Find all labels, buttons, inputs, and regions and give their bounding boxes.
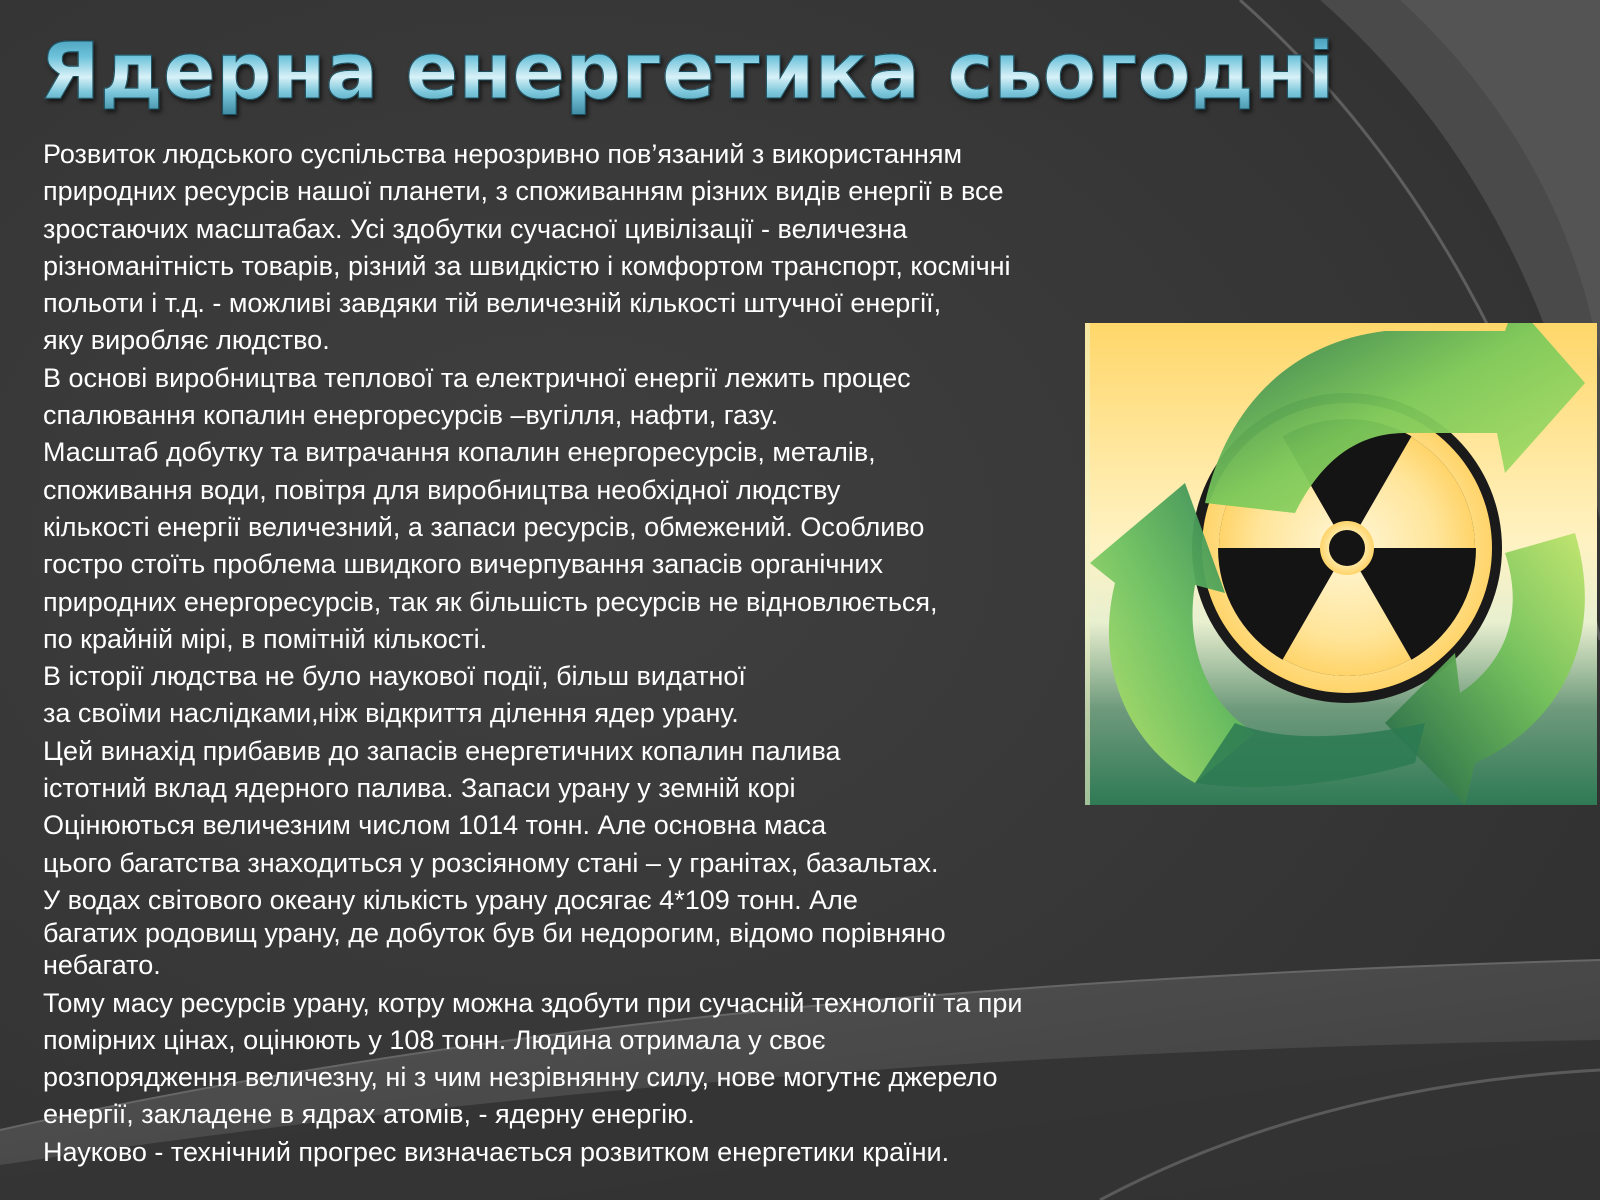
body-line: помірних цінах, оцінюють у 108 тонн. Людина отримала у своє [43, 1024, 826, 1055]
body-line: природних енергоресурсів, так як більшість ресурсів не відновлюється, [43, 586, 938, 617]
body-line: цього багатства знаходиться у розсіяному стані – у гранітах, базальтах. [43, 847, 939, 878]
body-line: гостро стоїть проблема швидкого вичерпування запасів органічних [43, 549, 883, 580]
body-line: В історії людства не було наукової події, більш видатної [43, 661, 746, 692]
body-line: Науково - технічний прогрес визначається розвитком енергетики країни. [43, 1136, 950, 1167]
body-line: В основі виробництва теплової та електричної енергії лежить процес [43, 362, 911, 393]
body-line: спалювання копалин енергоресурсів –вугілля, нафти, газу. [43, 400, 779, 431]
body-line: багатих родовищ урану, де добуток був би недорогим, відомо порівняно [43, 918, 946, 949]
body-line: по крайній мірі, в помітній кількості. [43, 623, 488, 654]
body-line: Масштаб добутку та витрачання копалин енергоресурсів, металів, [43, 437, 876, 468]
body-line: небагато. [43, 950, 161, 981]
slide-title: Ядерна енергетика сьогодні [40, 22, 1334, 122]
body-line: зростаючих масштабах. Усі здобутки сучасної цивілізації - величезна [43, 213, 908, 244]
body-line: розпорядження величезну, ні з чим незрівнянну силу, нове могутнє джерело [43, 1062, 998, 1093]
body-line: Оцінюються величезним числом 1014 тонн. Але основна маса [43, 810, 827, 841]
body-line: кількості енергії величезний, а запаси ресурсів, обмежений. Особливо [43, 511, 925, 542]
body-line: яку виробляє людство. [43, 325, 330, 356]
body-line: Тому масу ресурсів урану, котру можна здобути при сучасній технології та при [43, 987, 1023, 1018]
body-line: за своїми наслідками,ніж відкриття ділення ядер урану. [43, 698, 739, 729]
body-line: У водах світового океану кількість урану досягає 4*109 тонн. Але [43, 884, 858, 915]
body-line: Цей винахід прибавив до запасів енергетичних копалин палива [43, 735, 841, 766]
body-line: природних ресурсів нашої планети, з споживанням різних видів енергії в все [43, 176, 1004, 207]
radiation-recycle-icon [1085, 323, 1597, 805]
body-line: польоти і т.д. - можливі завдяки тій величезній кількості штучної енергії, [43, 288, 942, 319]
body-line: Розвиток людського суспільства нерозривно пов’язаний з використанням [43, 139, 963, 169]
body-line: різноманітність товарів, різний за швидкістю і комфортом транспорт, космічні [43, 250, 1011, 281]
body-line: енергії, закладене в ядрах атомів, - ядерну енергію. [43, 1099, 695, 1130]
radiation-recycle-image [1085, 323, 1597, 805]
body-line: істотний вклад ядерного палива. Запаси урану у земній корі [43, 773, 796, 804]
body-line: споживання води, повітря для виробництва необхідної людству [43, 474, 841, 505]
slide-body [43, 136, 1243, 1171]
